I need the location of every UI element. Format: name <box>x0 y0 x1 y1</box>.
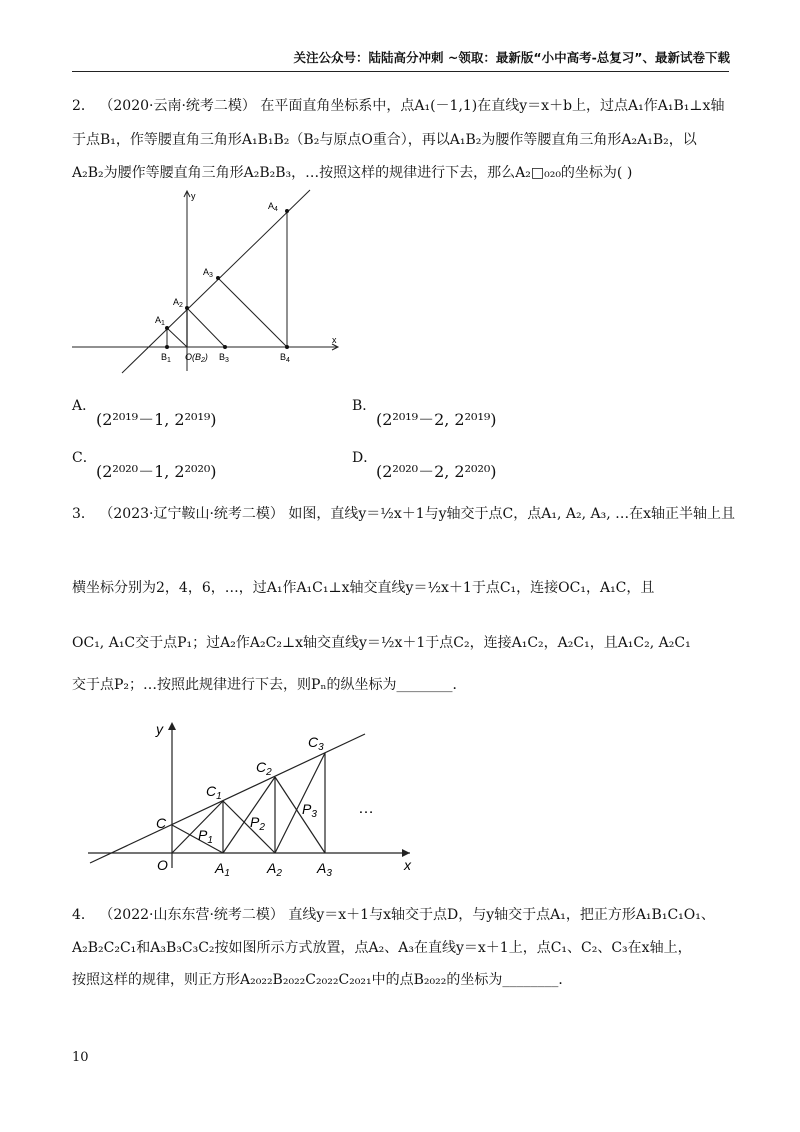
q3-label-c1: $C_1$ <box>206 783 222 802</box>
q2-seg-a3b4 <box>218 278 287 347</box>
q3-label-p2: $P_2$ <box>250 814 265 833</box>
q3-label-a1: $A_1$ <box>215 860 230 878</box>
q3-stem-2: 横坐标分别为2，4，6，…，过A₁作A₁C₁⊥x轴交直线y＝½x＋1于点C₁，连接OC₁，A₁C，且 <box>72 580 655 596</box>
q3-number: 3． <box>72 506 95 522</box>
q3-label-x: x <box>404 857 411 873</box>
q3-seg-a2c1 <box>223 801 275 853</box>
q3-figure <box>80 718 420 878</box>
q2-option-b-label: B． <box>352 398 377 414</box>
q2-label-a3: $A_3$ <box>203 267 213 279</box>
q2-figure <box>70 185 360 375</box>
q3-label-c: C <box>156 815 167 831</box>
q3-stem-4: 交于点P₂；…按照此规律进行下去，则Pₙ的纵坐标为________． <box>72 677 467 693</box>
page-header: 关注公众号：陆陆高分冲刺 ~领取：最新版“小中高考-总复习”、最新试卷下载 <box>293 50 730 65</box>
q3-label-a3: $A_3$ <box>317 860 332 878</box>
q3-label-p3: $P_3$ <box>302 801 317 820</box>
q2-line-yxb <box>122 190 310 373</box>
q2-option-c-label: C． <box>72 450 97 466</box>
q3-stem-3: OC₁, A₁C交于点P₁；过A₂作A₂C₂⊥x轴交直线y＝½x＋1于点C₂，连接A₁C₂，A₂C₁，且A₁C₂, A₂C₁ <box>72 635 691 651</box>
q3-label-p1: $P_1$ <box>198 827 213 846</box>
q3-seg-a2c3 <box>275 753 325 853</box>
q2-label-a1: $A_1$ <box>155 315 165 327</box>
q2-label-ob2: $O(B_2)$ <box>185 352 208 364</box>
q2-seg-a1b2 <box>167 328 187 347</box>
q2-option-a-label: A． <box>72 398 97 414</box>
q3-y-arrow <box>168 722 176 730</box>
q2-source: （2020·云南·统考二模） <box>99 98 256 114</box>
q4-line-1 <box>72 905 715 925</box>
q3-label-y: y <box>156 721 163 737</box>
q2-option-d-value: (2²⁰²⁰－2, 2²⁰²⁰) <box>376 462 497 481</box>
q2-label-b1: $B_1$ <box>161 352 171 364</box>
q3-line-1 <box>72 504 735 524</box>
q2-number: 2． <box>72 98 95 114</box>
q2-option-b-value: (2²⁰¹⁹－2, 2²⁰¹⁹) <box>376 410 497 429</box>
q2-option-a-value: (2²⁰¹⁹－1, 2²⁰¹⁹) <box>96 410 217 429</box>
q2-line-1 <box>72 96 724 116</box>
q2-point-a4 <box>285 209 289 213</box>
q3-source: （2023·辽宁鞍山·统考二模） <box>99 506 284 522</box>
q2-label-a4: $A_4$ <box>268 201 278 213</box>
q2-label-b3: $B_3$ <box>219 352 229 364</box>
q2-point-a2 <box>185 306 189 310</box>
header-rule <box>72 71 729 72</box>
q2-stem-1: 在平面直角坐标系中，点A₁(－1,1)在直线y＝x＋b上，过点A₁作A₁B₁⊥x轴 <box>260 98 725 114</box>
q2-stem-3: A₂B₂为腰作等腰直角三角形A₂B₂B₃，…按照这样的规律进行下去，那么A₂□₀₂₀的坐标为( ) <box>72 165 633 181</box>
q3-seg-a3c2 <box>275 777 325 853</box>
q4-number: 4． <box>72 907 95 923</box>
q2-label-y: y <box>191 191 196 201</box>
q4-stem-3: 按照这样的规律，则正方形A₂₀₂₂B₂₀₂₂C₂₀₂₂C₂₀₂₁中的点B₂₀₂₂的坐标为________． <box>72 972 573 988</box>
q3-stem-1: 如图，直线y＝½x＋1与y轴交于点C，点A₁, A₂, A₃, …在x轴正半轴上且 <box>288 506 736 522</box>
q3-x-arrow <box>402 849 410 857</box>
q2-point-a3 <box>216 276 220 280</box>
page-number: 10 <box>72 1050 89 1065</box>
q2-point-b4 <box>285 345 289 349</box>
q2-seg-a2b3 <box>187 308 225 347</box>
q2-label-b4: $B_4$ <box>280 352 290 364</box>
q3-label-c2: $C_2$ <box>256 759 272 778</box>
q4-source: （2022·山东东营·统考二模） <box>99 907 284 923</box>
q2-option-d-label: D． <box>352 450 378 466</box>
q2-label-x: x <box>332 335 337 345</box>
q2-point-a1 <box>165 326 169 330</box>
q2-option-c-value: (2²⁰²⁰－1, 2²⁰²⁰) <box>96 462 217 481</box>
q2-stem-2: 于点B₁，作等腰直角三角形A₁B₁B₂（B₂与原点O重合），再以A₁B₂为腰作等腰直角三角形A₂A₁B₂，以 <box>72 132 697 148</box>
q2-label-a2: $A_2$ <box>173 297 183 309</box>
q2-point-b1 <box>165 345 169 349</box>
q2-point-b3 <box>223 345 227 349</box>
q3-label-c3: $C_3$ <box>308 734 324 753</box>
q4-stem-2: A₂B₂C₂C₁和A₃B₃C₃C₂按如图所示方式放置，点A₂、A₃在直线y＝x＋1上，点C₁、C₂、C₃在x轴上， <box>72 940 692 956</box>
q4-stem-1: 直线y＝x＋1与x轴交于点D，与y轴交于点A₁，把正方形A₁B₁C₁O₁、 <box>288 907 715 923</box>
q3-label-a2: $A_2$ <box>267 860 282 878</box>
q3-line <box>90 734 365 863</box>
q3-label-o: O <box>157 857 168 873</box>
q3-label-ellipsis: … <box>358 800 374 817</box>
